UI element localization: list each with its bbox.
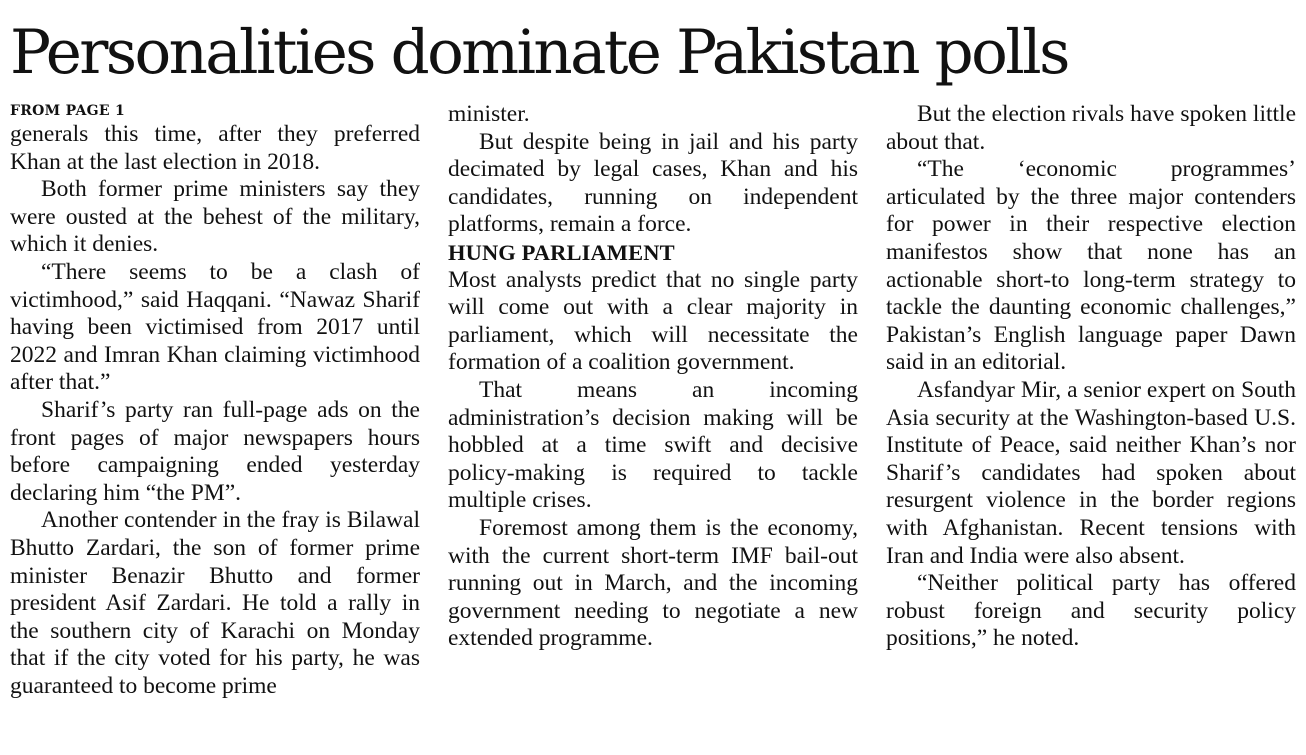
paragraph: Foremost among them is the economy, with the current short-term IMF bail-out running out in March, and the incoming government needing to negotiate a new extended programme. <box>448 514 858 652</box>
paragraph: Most analysts predict that no single party will come out with a clear majority in parliament, which will necessitate the formation of a coalition government. <box>448 266 858 376</box>
paragraph: “There seems to be a clash of victimhood,” said Haqqani. “Nawaz Sharif having been victimised from 2017 until 2022 and Imran Khan claiming victimhood after that.” <box>10 258 420 396</box>
article-column-1 <box>10 101 420 700</box>
headline: Personalities dominate Pakistan polls <box>10 17 1068 88</box>
paragraph: Asfandyar Mir, a senior expert on South Asia security at the Washington-based U.S. Institute of Peace, said neither Khan’s nor Sharif’s candidates had spoken about resurgent violence in the border regions with Afghanistan. Recent tensions with Iran and India were also absent. <box>886 376 1296 569</box>
continuation-kicker: FROM PAGE 1 <box>10 103 126 119</box>
paragraph: “Neither political party has offered robust foreign and security policy positions,” he noted. <box>886 570 1296 652</box>
paragraph: “The ‘economic programmes’ articulated by the three major contenders for power in their respective election manifestos show that none has an actionable short-to long-term strategy to tackle the daunting economic challenges,” Pakistan’s English language paper Dawn said in an editorial. <box>886 156 1296 376</box>
paragraph: generals this time, after they preferred Khan at the last election in 2018. <box>10 121 420 175</box>
article-column-3 <box>886 101 1296 653</box>
paragraph: But despite being in jail and his party decimated by legal cases, Khan and his candidates, running on independent platforms, remain a force. <box>448 128 858 238</box>
subheading: HUNG PARLIAMENT <box>448 239 675 265</box>
paragraph: But the election rivals have spoken little about that. <box>886 101 1296 155</box>
article-column-2 <box>448 101 858 653</box>
paragraph: minister. <box>448 101 530 127</box>
paragraph: Both former prime ministers say they were ousted at the behest of the military, which it denies. <box>10 176 420 258</box>
paragraph: Another contender in the fray is Bilawal Bhutto Zardari, the son of former prime minister Benazir Bhutto and former president Asif Zardari. He told a rally in the southern city of Karachi on Monday that if the city voted for his party, he was guaranteed to become prime <box>10 507 420 699</box>
paragraph: That means an incoming administration’s decision making will be hobbled at a time swift and decisive policy-making is required to tackle multiple crises. <box>448 376 858 514</box>
paragraph: Sharif’s party ran full-page ads on the front pages of major newspapers hours before campaigning ended yesterday declaring him “the PM”. <box>10 396 420 506</box>
